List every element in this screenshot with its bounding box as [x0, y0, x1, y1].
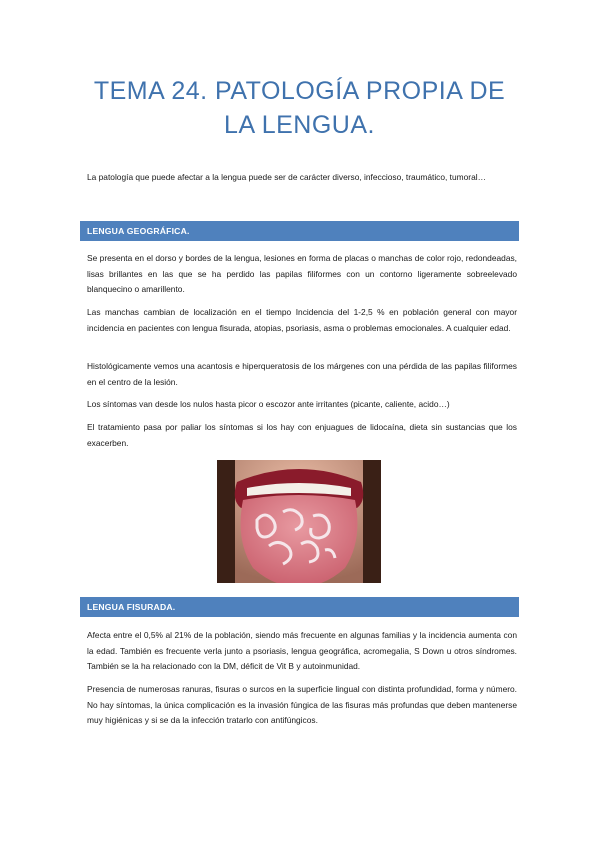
- paragraph-geografica-4: Los síntomas van desde los nulos hasta picor o escozor ante irritantes (picante, caliente, acido…): [87, 399, 450, 409]
- page-title: [60, 74, 539, 142]
- intro-paragraph: La patología que puede afectar a la lengua puede ser de carácter diverso, infeccioso, traumático, tumoral…: [87, 172, 486, 182]
- paragraph-geografica-1: Se presenta en el dorso y bordes de la lengua, lesiones en forma de placas o manchas de color rojo, redondeadas, lisas brillantes en las que se ha perdido las papilas filiformes con un contorno ligeramente sobreelevado blanquecino o amarillento.: [87, 253, 517, 294]
- section-heading-fisurada: LENGUA FISURADA.: [80, 597, 519, 617]
- paragraph-geografica-2: Las manchas cambian de localización en el tiempo Incidencia del 1-2,5 % en población general con mayor incidencia en pacientes con lengua fisurada, atopias, psoriasis, asma o problemas emocionales. A cualquier edad.: [87, 307, 517, 333]
- paragraph-fisurada-2: Presencia de numerosas ranuras, fisuras o surcos en la superficie lingual con distinta profundidad, forma y número. No hay síntomas, la única complicación es la invasión fúngica de las fisuras más profundas que deben mantenerse muy higiénicas y si se da la infección tratarlo con antifúngicos.: [87, 684, 517, 725]
- title-line-1: TEMA 24. PATOLOGÍA PROPIA DE: [93, 77, 506, 105]
- paragraph-fisurada-1: Afecta entre el 0,5% al 21% de la población, siendo más frecuente en algunas familias y la incidencia aumenta con la edad. También es frecuente verla junto a psoriasis, lengua geográfica, acromegalia, S Down u otros síndromes. También se la ha relacionado con la DM, déficit de Vit B y autoinmunidad.: [87, 630, 517, 671]
- paragraph-geografica-3: Histológicamente vemos una acantosis e hiperqueratosis de los márgenes con una pérdida de las papilas filiformes en el centro de la lesión.: [87, 361, 517, 387]
- section-heading-geografica: LENGUA GEOGRÁFICA.: [80, 221, 519, 241]
- geographic-tongue-photo: [217, 460, 381, 583]
- title-line-2: LA LENGUA.: [224, 111, 375, 139]
- paragraph-geografica-5: El tratamiento pasa por paliar los síntomas si los hay con enjuagues de lidocaína, dieta sin sustancias que los exacerben.: [87, 422, 517, 448]
